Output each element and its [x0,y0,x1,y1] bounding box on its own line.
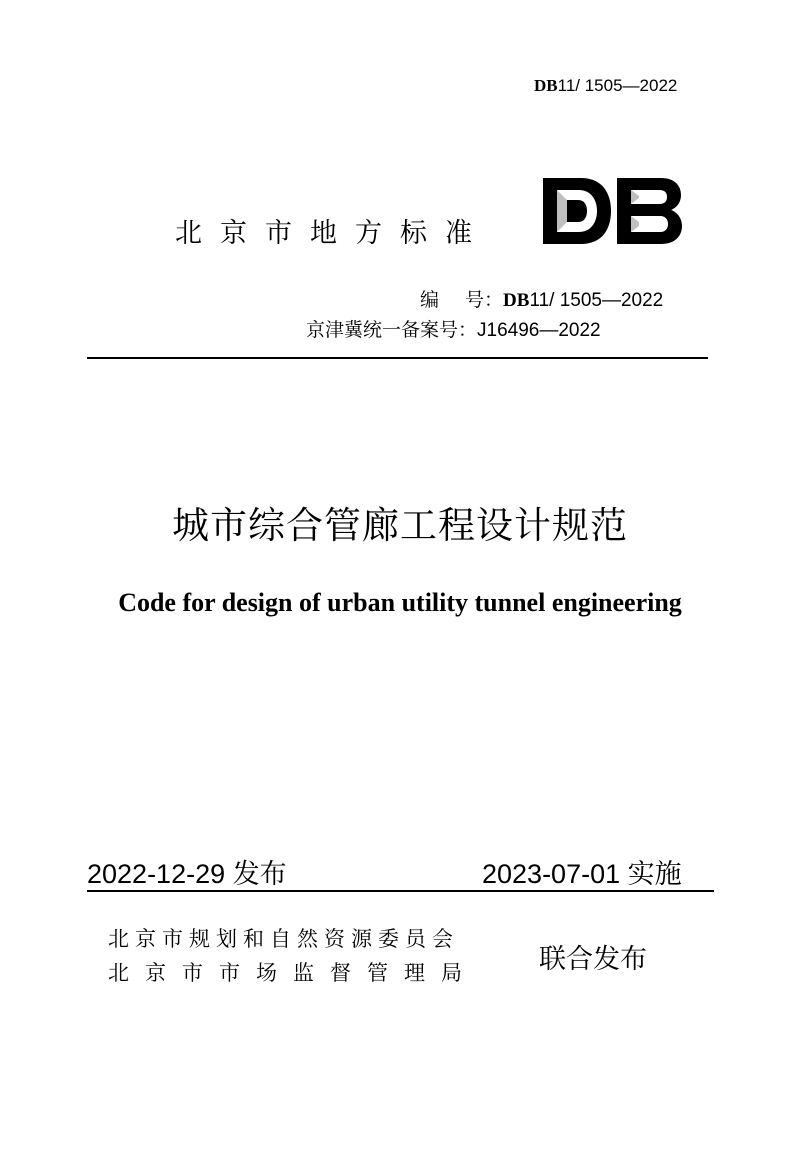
joint-release-label: 联合发布 [539,944,647,975]
record-value: J16496—2022 [477,320,601,341]
code-label: 编 [420,289,440,311]
top-divider [87,357,708,359]
code-prefix: DB [503,290,530,311]
code-value: 11/ 1505—2022 [529,290,664,311]
header-standard-code [534,76,677,96]
code-label-2: 号： [465,289,504,311]
header-code-prefix: DB [534,76,558,95]
record-label: 京津冀统一备案号： [306,319,478,341]
db-logo-icon [541,176,683,246]
issuer-market-supervision: 北京市市场监督管理局 [108,961,478,985]
bottom-divider [87,890,714,892]
record-number-line [306,315,601,342]
issue-date: 2022-12-29 发布 [87,859,287,889]
standard-type-label: 北京市地方标准 [175,218,490,249]
header-code-rest: 11/ 1505—2022 [557,76,678,95]
title-chinese: 城市综合管廊工程设计规范 [172,504,628,547]
effective-date: 2023-07-01 实施 [482,859,682,889]
title-english: Code for design of urban utility tunnel engineering [118,588,682,617]
issuer-planning-commission: 北京市规划和自然资源委员会 [108,927,459,951]
standard-number-line [420,285,663,312]
